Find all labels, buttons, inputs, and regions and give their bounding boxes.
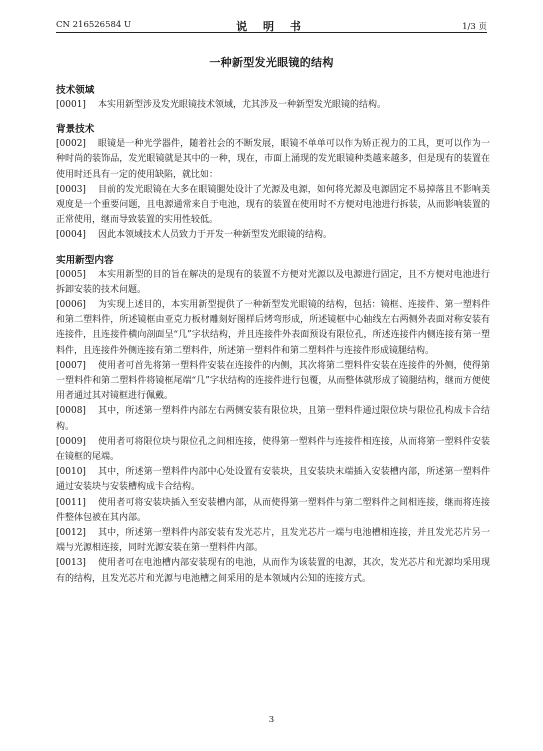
paragraph-text: 眼镜是一种光学器件，随着社会的不断发展，眼镜不单单可以作为矫正视力的工具，更可以作为一种时尚的装饰品，发光眼镜就是其中的一种，现在，市面上涌现的发光眼镜种类越来越多，但是现有的装置在使用时还具有一定的使用缺陷，就比如： xyxy=(56,139,490,180)
paragraph-text: 因此本领域技术人员致力于开发一种新型发光眼镜的结构。 xyxy=(97,230,332,241)
section xyxy=(56,123,490,243)
paragraph-number: [0007] xyxy=(56,360,86,371)
paragraph-text: 其中，所述第一塑料件内部左右两侧安装有限位块，且第一塑料件通过限位块与限位孔构成卡合结构。 xyxy=(56,406,490,432)
document-body xyxy=(56,84,490,587)
page-indicator: 1/3 页 xyxy=(462,22,487,32)
paragraph-text: 其中，所述第一塑料件内部中心处设置有安装块，且安装块末端插入安装槽内部，所述第一塑料件通过安装块与安装槽构成卡合结构。 xyxy=(56,467,490,493)
paragraph-text: 其中，所述第一塑料件内部安装有发光芯片，且发光芯片一端与电池槽相连接，并且发光芯片另一端与光源相连接，同时光源安装在第一塑料件内部。 xyxy=(56,528,490,554)
paragraph-number: [0009] xyxy=(56,436,86,447)
paragraph xyxy=(56,228,490,243)
paragraph-number: [0008] xyxy=(56,406,86,417)
paragraph xyxy=(56,496,490,526)
page-header xyxy=(56,18,487,33)
paragraph-text: 本实用新型涉及发光眼镜技术领域，尤其涉及一种新型发光眼镜的结构。 xyxy=(97,100,386,110)
paragraph-text: 目前的发光眼镜在大多在眼镜腿处设计了光源及电源，如何将光源及电源固定不易掉落且不影响美观度是一个重要问题，且电源通常来自于电池，现有的装置在使用时不方便对电池进行拆装，从而影响装置的正常使用，继而导致装置的实用性较低。 xyxy=(56,184,490,226)
paragraph-text: 使用者可首先将第一塑料件安装在连接件的内侧，其次将第二塑料件安装在连接件的外侧，使得第一塑料件和第二塑料件将镜框尾端“几”字状结构的连接件进行包覆，从而整体就形成了镜腿结构，继而方便使用者通过其对镜框进行佩戴。 xyxy=(56,360,490,402)
section-heading: 实用新型内容 xyxy=(56,254,114,266)
paragraph xyxy=(56,268,490,298)
paragraph-number: [0010] xyxy=(56,467,86,478)
page-number: 3 xyxy=(268,715,275,725)
paragraph-text: 使用者可将限位块与限位孔之间相连接，使得第一塑料件与连接件相连接，从而将第一塑料件安装在镜框的尾端。 xyxy=(56,436,490,463)
section xyxy=(56,84,490,113)
paragraph xyxy=(56,435,490,465)
paragraph-text: 本实用新型的目的旨在解决的是现有的装置不方便对光源以及电源进行固定，且不方便对电池进行拆卸安装的技术问题。 xyxy=(56,269,490,295)
paragraph-number: [0002] xyxy=(56,139,86,150)
publication-number: CN 216526584 U xyxy=(56,20,132,30)
paragraph-number: [0003] xyxy=(56,184,86,195)
invention-title: 一种新型发光眼镜的结构 xyxy=(209,56,334,69)
document-type-title: 说 明 书 xyxy=(236,20,307,33)
paragraph-number: [0012] xyxy=(56,528,86,539)
section-heading: 背景技术 xyxy=(56,124,95,136)
paragraph xyxy=(56,298,490,359)
paragraph xyxy=(56,137,490,183)
section-heading: 技术领域 xyxy=(56,85,95,96)
paragraph xyxy=(56,359,490,405)
paragraph-number: [0005] xyxy=(56,269,86,280)
paragraph xyxy=(56,404,490,434)
paragraph-number: [0013] xyxy=(56,558,86,569)
paragraph xyxy=(56,183,490,229)
paragraph-text: 使用者可在电池槽内部安装现有的电池，从而作为该装置的电源，其次，发光芯片和光源均采用现有的结构，且发光芯片和光源与电池槽之间采用的是本领域内公知的连接方式。 xyxy=(56,558,490,584)
paragraph-text: 为实现上述目的，本实用新型提供了一种新型发光眼镜的结构，包括：镜框、连接件、第一塑料件和第二塑料件，所述镜框由亚克力板材雕刻好图样后烤弯形成，所述镜框中心轴线左右两侧外表面对称安装有连接件，且连接件横向剖面呈“几”字状结构，并且连接件外表面预设有限位孔，所述连接件内侧连接有第一塑料件，且连接件外侧连接有第二塑料件，所述第一塑料件和第二塑料件与连接件形成镜腿结构。 xyxy=(56,300,490,356)
paragraph xyxy=(56,465,490,495)
paragraph-number: [0004] xyxy=(56,230,86,241)
section xyxy=(56,254,490,587)
paragraph-text: 使用者可将安装块插入至安装槽内部，从而使得第一塑料件与第二塑料件之间相连接，继而将连接件整体包被在其内部。 xyxy=(56,497,490,523)
paragraph xyxy=(56,98,490,113)
paragraph-number: [0006] xyxy=(56,300,86,311)
paragraph-number: [0011] xyxy=(56,497,86,508)
paragraph-number: [0001] xyxy=(56,100,86,110)
paragraph xyxy=(56,556,490,586)
paragraph xyxy=(56,526,490,556)
